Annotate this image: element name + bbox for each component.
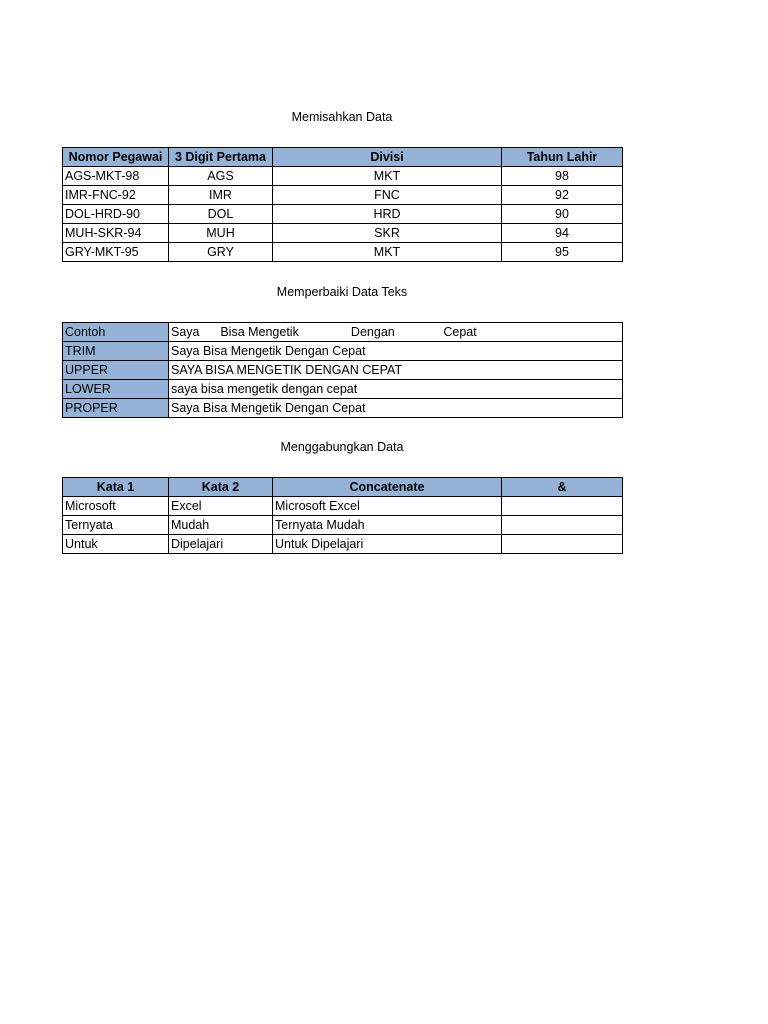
cell-kata-2[interactable]: Excel xyxy=(169,497,273,516)
header-3-digit-pertama[interactable]: 3 Digit Pertama xyxy=(169,148,273,167)
table-row xyxy=(63,399,623,418)
header-nomor-pegawai[interactable]: Nomor Pegawai xyxy=(63,148,169,167)
table-row xyxy=(63,535,623,554)
table-row xyxy=(63,243,623,262)
table-row xyxy=(63,323,623,342)
cell-concatenate[interactable]: Ternyata Mudah xyxy=(273,516,502,535)
cell-nomor-pegawai[interactable]: IMR-FNC-92 xyxy=(63,186,169,205)
section-title-memperbaiki: Memperbaiki Data Teks xyxy=(276,285,408,299)
cell-nomor-pegawai[interactable]: GRY-MKT-95 xyxy=(63,243,169,262)
row-label-contoh[interactable]: Contoh xyxy=(63,323,169,342)
cell-text-value[interactable]: SAYA BISA MENGETIK DENGAN CEPAT xyxy=(169,361,623,380)
cell-divisi[interactable]: MKT xyxy=(273,243,502,262)
header-tahun-lahir[interactable]: Tahun Lahir xyxy=(502,148,623,167)
cell-3-digit[interactable]: MUH xyxy=(169,224,273,243)
cell-tahun-lahir[interactable]: 95 xyxy=(502,243,623,262)
cell-kata-2[interactable]: Mudah xyxy=(169,516,273,535)
cell-text-value[interactable]: Saya Bisa Mengetik Dengan Cepat xyxy=(169,399,623,418)
table-memisahkan-data xyxy=(62,147,623,262)
cell-text-value[interactable]: saya bisa mengetik dengan cepat xyxy=(169,380,623,399)
cell-3-digit[interactable]: AGS xyxy=(169,167,273,186)
section-title-menggabungkan: Menggabungkan Data xyxy=(280,440,404,454)
cell-tahun-lahir[interactable]: 98 xyxy=(502,167,623,186)
header-concatenate[interactable]: Concatenate xyxy=(273,478,502,497)
row-label-trim[interactable]: TRIM xyxy=(63,342,169,361)
table-row xyxy=(63,380,623,399)
table-header-row xyxy=(63,148,623,167)
cell-ampersand[interactable] xyxy=(502,497,623,516)
cell-nomor-pegawai[interactable]: DOL-HRD-90 xyxy=(63,205,169,224)
cell-kata-1[interactable]: Ternyata xyxy=(63,516,169,535)
cell-divisi[interactable]: HRD xyxy=(273,205,502,224)
table-row xyxy=(63,224,623,243)
cell-text-value[interactable]: Saya Bisa Mengetik Dengan Cepat xyxy=(169,342,623,361)
cell-text-value[interactable]: Saya Bisa Mengetik Dengan Cepat xyxy=(169,323,623,342)
cell-concatenate[interactable]: Untuk Dipelajari xyxy=(273,535,502,554)
cell-tahun-lahir[interactable]: 92 xyxy=(502,186,623,205)
cell-tahun-lahir[interactable]: 90 xyxy=(502,205,623,224)
table-menggabungkan-data xyxy=(62,477,623,554)
table-row xyxy=(63,361,623,380)
cell-divisi[interactable]: MKT xyxy=(273,167,502,186)
cell-nomor-pegawai[interactable]: AGS-MKT-98 xyxy=(63,167,169,186)
cell-3-digit[interactable]: IMR xyxy=(169,186,273,205)
cell-kata-1[interactable]: Microsoft xyxy=(63,497,169,516)
cell-kata-1[interactable]: Untuk xyxy=(63,535,169,554)
cell-3-digit[interactable]: GRY xyxy=(169,243,273,262)
table-row xyxy=(63,342,623,361)
header-ampersand[interactable]: & xyxy=(502,478,623,497)
cell-divisi[interactable]: FNC xyxy=(273,186,502,205)
table-row xyxy=(63,497,623,516)
table-memperbaiki-data-teks xyxy=(62,322,623,418)
row-label-upper[interactable]: UPPER xyxy=(63,361,169,380)
table-row xyxy=(63,516,623,535)
row-label-lower[interactable]: LOWER xyxy=(63,380,169,399)
section-title-memisahkan: Memisahkan Data xyxy=(291,110,393,124)
table-header-row xyxy=(63,478,623,497)
header-kata-2[interactable]: Kata 2 xyxy=(169,478,273,497)
cell-nomor-pegawai[interactable]: MUH-SKR-94 xyxy=(63,224,169,243)
row-label-proper[interactable]: PROPER xyxy=(63,399,169,418)
table-row xyxy=(63,167,623,186)
cell-concatenate[interactable]: Microsoft Excel xyxy=(273,497,502,516)
cell-ampersand[interactable] xyxy=(502,535,623,554)
cell-divisi[interactable]: SKR xyxy=(273,224,502,243)
header-divisi[interactable]: Divisi xyxy=(273,148,502,167)
cell-ampersand[interactable] xyxy=(502,516,623,535)
cell-kata-2[interactable]: Dipelajari xyxy=(169,535,273,554)
table-row xyxy=(63,205,623,224)
cell-tahun-lahir[interactable]: 94 xyxy=(502,224,623,243)
header-kata-1[interactable]: Kata 1 xyxy=(63,478,169,497)
cell-3-digit[interactable]: DOL xyxy=(169,205,273,224)
table-row xyxy=(63,186,623,205)
